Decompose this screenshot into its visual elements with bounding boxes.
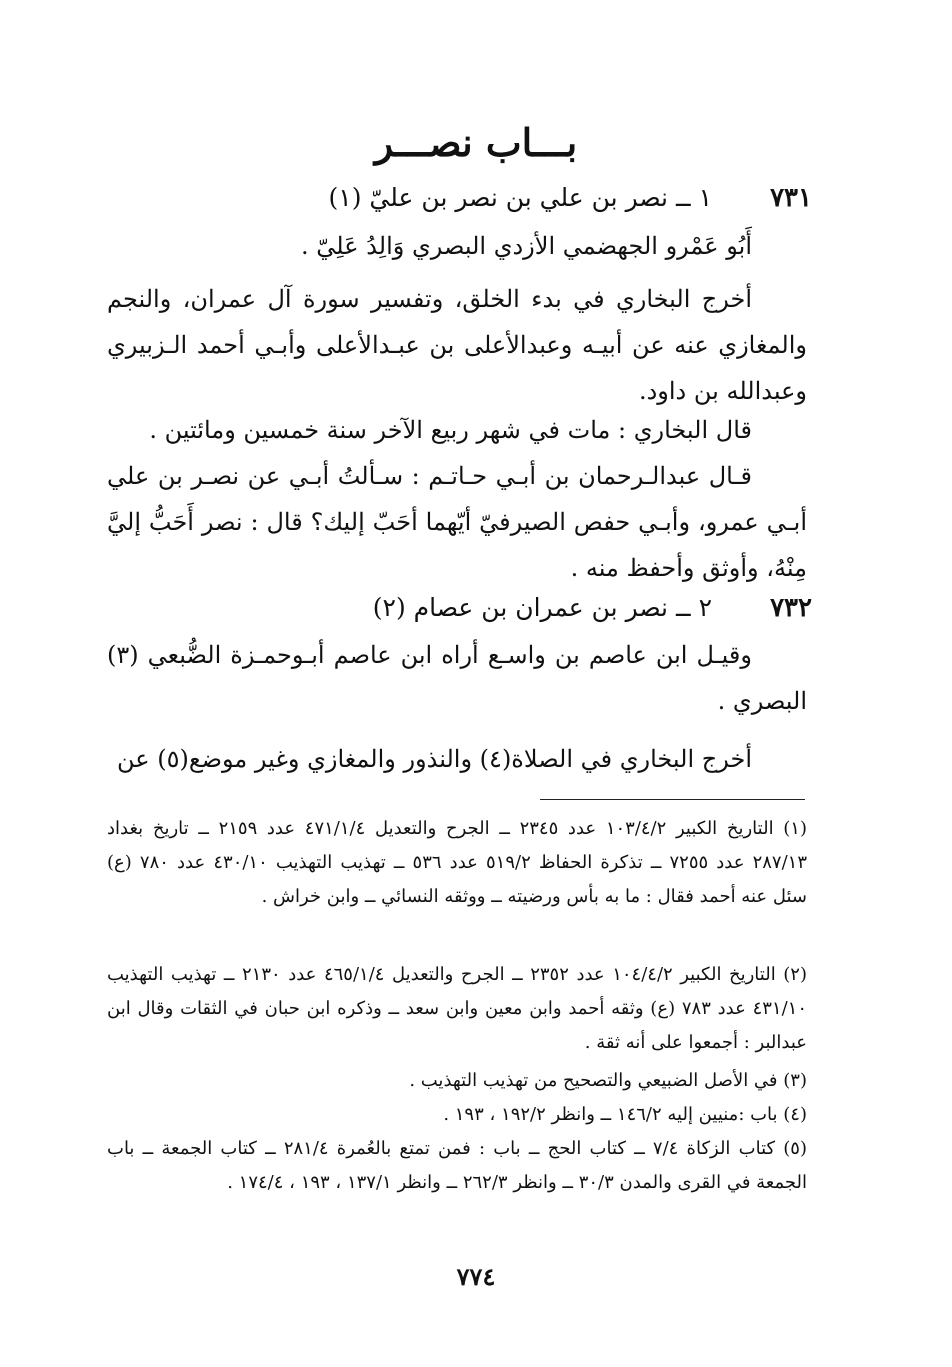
footnote: (٥) كتاب الزكاة ٧/٤ ــ كتاب الحج ــ باب : فمن تمتع بالعُمرة ٢٨١/٤ ــ كتاب الجمعة ــ باب الجمعة في القرى والمدن ٣٠/٣ ــ وانظر ٢٦٢/٣ ــ وانظر ١٣٧/١ ، ١٩٣ ، ١٧٤/٤ . [107, 1138, 807, 1193]
chapter-title: بـــاب نصـــر [374, 120, 578, 165]
footnote: (٢) التاريخ الكبير ١٠٤/٤/٢ عدد ٢٣٥٢ ــ الجرح والتعديل ٤٦٥/١/٤ عدد ٢١٣٠ ــ تهذيب التهذيب ٤٣١/١٠ عدد ٧٨٣ (ع) وثقه أحمد وابن معين وابن سعد ــ وذكره ابن حبان في الثقات وقال ابن عبدالبر : أجمعوا على أنه ثقة . [107, 964, 807, 1053]
entry-number: ٧٣٢ [770, 593, 812, 623]
entry-heading: ٢ ــ نصر بن عمران بن عصام (٢) [372, 593, 712, 622]
entry-paragraph: وقيـل ابن عاصم بن واسـع أراه ابن عاصم أبـوحمـزة الضُّبعي (٣) البصري . [107, 641, 807, 715]
entry-number: ٧٣١ [770, 183, 812, 213]
entry-paragraph: أخرج البخاري في الصلاة(٤) والنذور والمغازي وغير موضع(٥) عن [116, 745, 752, 773]
entry-paragraph: قـال عبدالـرحمان بن أبـي حـاتـم : سـألتُ أبـي عن نصـر بن علي أبـي عمرو، وأبـي حفص الصيرفيّ أيّهما أحَبّ إليك؟ قال : نصر أَحَبُّ إليَّ مِنْهُ، وأوثق وأحفظ منه . [107, 462, 807, 582]
footnote: (٣) في الأصل الضبيعي والتصحيح من تهذيب التهذيب . [409, 1070, 807, 1091]
footnote: (١) التاريخ الكبير ١٠٣/٤/٢ عدد ٢٣٤٥ ــ الجرح والتعديل ٤٧١/١/٤ عدد ٢١٥٩ ــ تاريخ بغداد ٢٨٧/١٣ عدد ٧٢٥٥ ــ تذكرة الحفاظ ٥١٩/٢ عدد ٥٣٦ ــ تهذيب التهذيب ٤٣٠/١٠ عدد ٧٨٠ (ع) سئل عنه أحمد فقال : ما به بأس ورضيته ــ ووثقه النسائي ــ وابن خراش . [107, 818, 807, 907]
entry-kunya: أَبُو عَمْرو الجهضمي الأزدي البصري وَالِدُ عَلِيّ . [301, 232, 752, 260]
entry-paragraph: أخرج البخاري في بدء الخلق، وتفسير سورة آل عمران، والنجم والمغازي عنه عن أبيـه وعبدالأعلى بن عبـدالأعلى وأبـي أحمد الـزبيري وعبدالله بن داود. [107, 285, 807, 405]
footnote-divider [540, 799, 805, 800]
page-number: ٧٧٤ [456, 1262, 496, 1291]
entry-heading: ١ ــ نصر بن علي بن نصر بن عليّ (١) [328, 183, 712, 212]
footnote: (٤) باب :منيين إليه ١٤٦/٢ ــ وانظر ١٩٢/٢ ، ١٩٣ . [443, 1104, 807, 1125]
entry-paragraph: قال البخاري : مات في شهر ربيع الآخر سنة خمسين ومائتين . [149, 416, 752, 444]
